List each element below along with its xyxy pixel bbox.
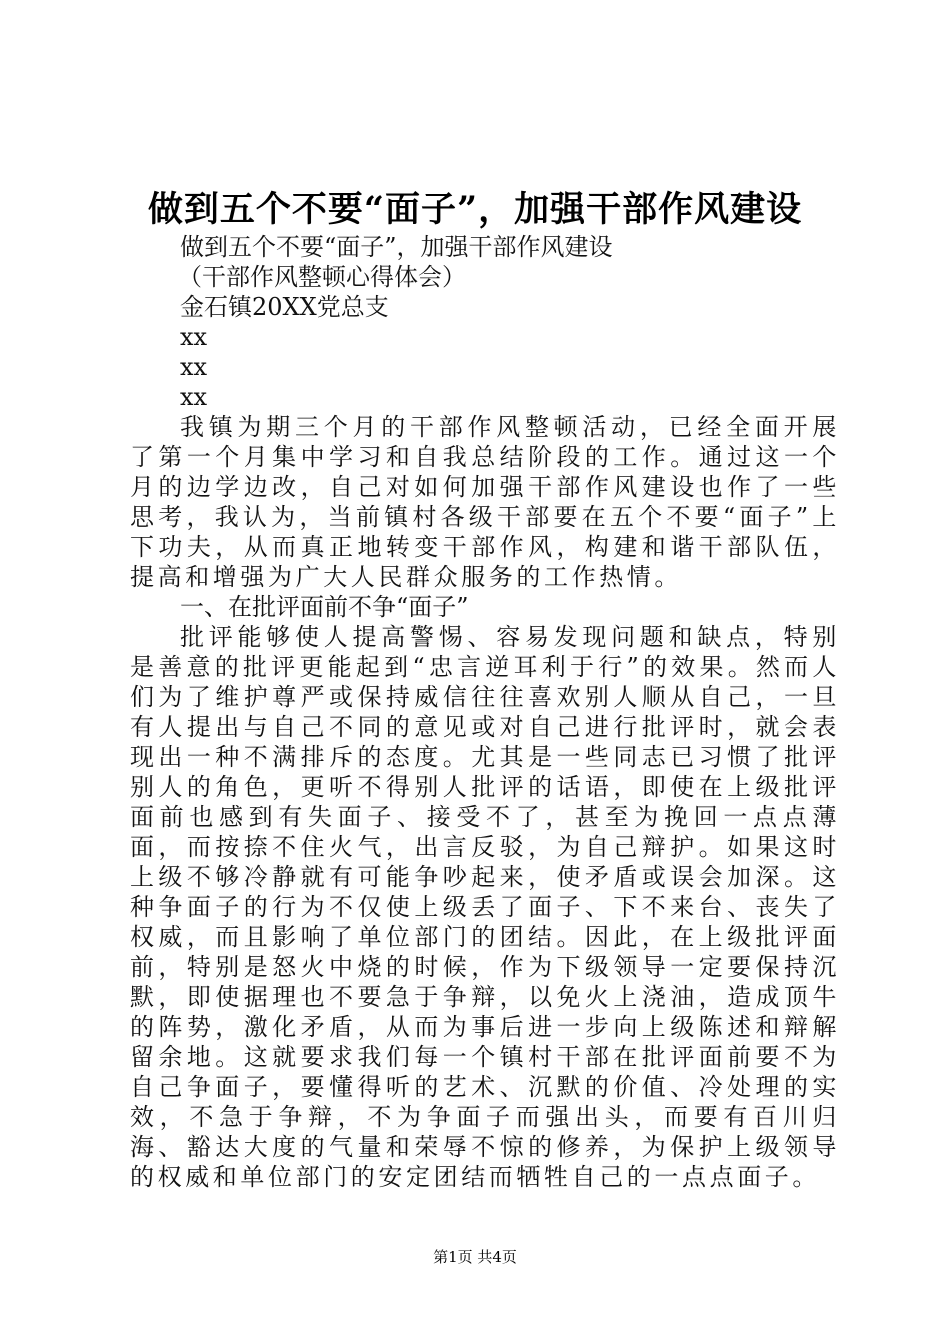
document-title: 做到五个不要“面子”，加强干部作风建设 (147, 189, 803, 230)
document-author: 金石镇20XX党总支 (180, 293, 389, 321)
document-note: （干部作风整顿心得体会） (178, 263, 466, 291)
page-footer: 第1页 共4页 (433, 1248, 517, 1266)
intro-paragraph: 我镇为期三个月的干部作风整顿活动，已经全面开展了第一个月集中学习和自我总结阶段的工作。通过这一个月的边学边改，自己对如何加强干部作风建设也作了一些思考，我认为，当前镇村各级干部要在五个不要“面子”上下功夫，从而真正地转变干部作风，构建和谐干部队伍，提高和增强为广大人民群众服务的工作热情。 (130, 413, 840, 591)
placeholder-line: xx (180, 353, 208, 381)
document-subtitle: 做到五个不要“面子”，加强干部作风建设 (180, 233, 613, 261)
placeholder-line: xx (180, 323, 208, 351)
section-paragraph: 批评能够使人提高警惕、容易发现问题和缺点，特别是善意的批评更能起到“忠言逆耳利于行”的效果。然而人们为了维护尊严或保持威信往往喜欢别人顺从自己，一旦有人提出与自己不同的意见或对自己进行批评时，就会表现出一种不满排斥的态度。尤其是一些同志已习惯了批评别人的角色，更听不得别人批评的话语，即使在上级批评面前也感到有失面子、接受不了，甚至为挽回一点点薄面，而按捺不住火气，出言反驳，为自己辩护。如果这时上级不够冷静就有可能争吵起来，使矛盾或误会加深。这种争面子的行为不仅使上级丢了面子、下不来台、丧失了权威，而且影响了单位部门的团结。因此，在上级批评面前，特别是怒火中烧的时候，作为下级领导一定要保持沉默，即使据理也不要急于争辩，以免火上浇油，造成顶牛的阵势，激化矛盾，从而为事后进一步向上级陈述和辩解留余地。这就要求我们每一个镇村干部在批评面前要不为自己争面子，要懂得听的艺术、沉默的价值、冷处理的实效，不急于争辩，不为争面子而强出头，而要有百川归海、豁达大度的气量和荣辱不惊的修养，为保护上级领导的权威和单位部门的安定团结而牺牲自己的一点点面子。 (130, 623, 840, 1191)
section-heading: 一、在批评面前不争“面子” (180, 593, 469, 621)
document-body (130, 232, 840, 1192)
placeholder-line: xx (180, 383, 208, 411)
